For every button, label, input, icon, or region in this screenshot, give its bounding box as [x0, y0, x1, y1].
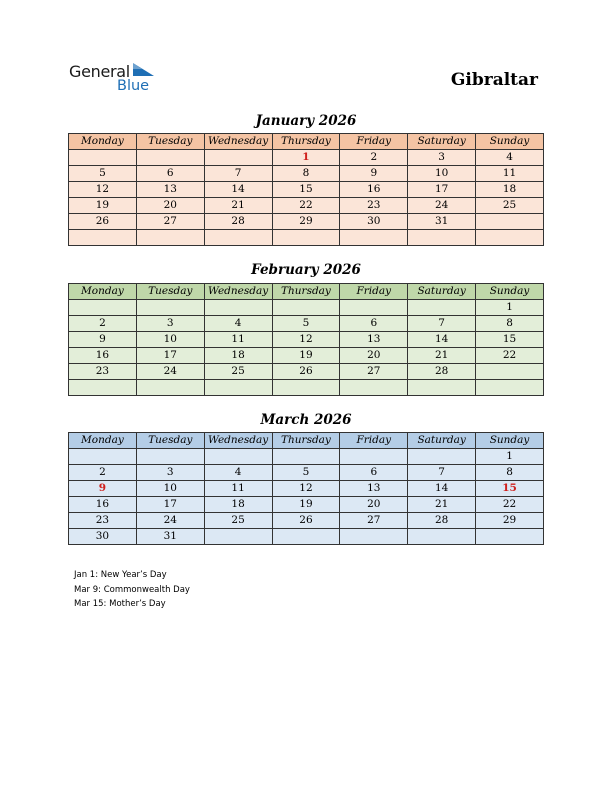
week-row	[69, 465, 544, 481]
day-cell: 4	[204, 316, 272, 332]
day-cell: 12	[272, 481, 340, 497]
week-row	[69, 529, 544, 545]
day-cell: 3	[136, 465, 204, 481]
weekday-header-thursday: Thursday	[272, 134, 340, 150]
empty-day-cell	[476, 529, 544, 545]
day-cell: 19	[272, 497, 340, 513]
country-title: Gibraltar	[450, 70, 538, 90]
empty-day-cell	[476, 214, 544, 230]
empty-day-cell	[408, 449, 476, 465]
weekday-header-thursday: Thursday	[272, 284, 340, 300]
day-cell: 28	[408, 513, 476, 529]
day-cell: 6	[340, 465, 408, 481]
calendar-body	[69, 150, 544, 246]
day-cell: 12	[272, 332, 340, 348]
weekday-header-monday: Monday	[69, 433, 137, 449]
weekday-header-tuesday: Tuesday	[136, 134, 204, 150]
day-cell: 25	[476, 198, 544, 214]
day-cell: 27	[340, 364, 408, 380]
day-cell: 23	[69, 364, 137, 380]
weekday-header-wednesday: Wednesday	[204, 284, 272, 300]
day-cell: 11	[204, 332, 272, 348]
day-cell: 6	[340, 316, 408, 332]
calendar-body	[69, 449, 544, 545]
empty-day-cell	[476, 380, 544, 396]
weekday-header-tuesday: Tuesday	[136, 433, 204, 449]
empty-day-cell	[340, 380, 408, 396]
day-cell: 8	[476, 465, 544, 481]
day-cell: 1	[476, 449, 544, 465]
day-cell: 31	[136, 529, 204, 545]
day-cell: 26	[69, 214, 137, 230]
week-row	[69, 230, 544, 246]
day-cell: 29	[272, 214, 340, 230]
weekday-header-thursday: Thursday	[272, 433, 340, 449]
empty-day-cell	[69, 449, 137, 465]
day-cell: 5	[272, 465, 340, 481]
day-cell: 18	[204, 348, 272, 364]
day-cell: 5	[272, 316, 340, 332]
empty-day-cell	[408, 380, 476, 396]
weekday-header-saturday: Saturday	[408, 134, 476, 150]
day-cell: 4	[204, 465, 272, 481]
day-cell: 26	[272, 364, 340, 380]
day-cell: 7	[408, 316, 476, 332]
week-row	[69, 497, 544, 513]
day-cell: 15	[272, 182, 340, 198]
day-cell: 13	[340, 332, 408, 348]
empty-day-cell	[204, 380, 272, 396]
weekday-header-monday: Monday	[69, 284, 137, 300]
day-cell: 10	[136, 332, 204, 348]
day-cell: 21	[408, 348, 476, 364]
day-cell: 13	[136, 182, 204, 198]
month-title-march: March 2026	[260, 412, 352, 428]
empty-day-cell	[69, 380, 137, 396]
day-cell: 15	[476, 481, 544, 497]
day-cell: 7	[408, 465, 476, 481]
day-cell: 13	[340, 481, 408, 497]
week-row	[69, 364, 544, 380]
day-cell: 31	[408, 214, 476, 230]
empty-day-cell	[340, 449, 408, 465]
weekday-header-saturday: Saturday	[408, 284, 476, 300]
day-cell: 20	[340, 497, 408, 513]
weekday-header-friday: Friday	[340, 134, 408, 150]
empty-day-cell	[204, 449, 272, 465]
empty-day-cell	[408, 300, 476, 316]
day-cell: 2	[69, 465, 137, 481]
day-cell: 18	[476, 182, 544, 198]
day-cell: 14	[204, 182, 272, 198]
week-row	[69, 380, 544, 396]
empty-day-cell	[204, 300, 272, 316]
week-row	[69, 214, 544, 230]
empty-day-cell	[272, 300, 340, 316]
weekday-header-row	[69, 284, 544, 300]
holiday-note: Mar 15: Mother’s Day	[74, 599, 166, 609]
day-cell: 21	[204, 198, 272, 214]
holiday-notes	[74, 568, 190, 612]
day-cell: 2	[69, 316, 137, 332]
logo-text-blue: Blue	[117, 78, 150, 94]
empty-day-cell	[476, 364, 544, 380]
day-cell: 27	[340, 513, 408, 529]
day-cell: 12	[69, 182, 137, 198]
weekday-header-saturday: Saturday	[408, 433, 476, 449]
empty-day-cell	[204, 529, 272, 545]
weekday-header-sunday: Sunday	[476, 433, 544, 449]
day-cell: 29	[476, 513, 544, 529]
empty-day-cell	[204, 230, 272, 246]
day-cell: 1	[272, 150, 340, 166]
empty-day-cell	[272, 380, 340, 396]
day-cell: 1	[476, 300, 544, 316]
day-cell: 5	[69, 166, 137, 182]
weekday-header-sunday: Sunday	[476, 134, 544, 150]
day-cell: 20	[340, 348, 408, 364]
weekday-header-tuesday: Tuesday	[136, 284, 204, 300]
day-cell: 19	[272, 348, 340, 364]
holiday-note: Jan 1: New Year’s Day	[74, 570, 167, 580]
week-row	[69, 348, 544, 364]
empty-day-cell	[272, 529, 340, 545]
day-cell: 10	[136, 481, 204, 497]
general-blue-logo	[69, 60, 164, 96]
day-cell: 22	[272, 198, 340, 214]
day-cell: 17	[136, 348, 204, 364]
weekday-header-row	[69, 433, 544, 449]
day-cell: 23	[340, 198, 408, 214]
week-row	[69, 513, 544, 529]
day-cell: 30	[340, 214, 408, 230]
empty-day-cell	[340, 529, 408, 545]
empty-day-cell	[69, 230, 137, 246]
day-cell: 8	[476, 316, 544, 332]
weekday-header-wednesday: Wednesday	[204, 433, 272, 449]
weekday-header-friday: Friday	[340, 433, 408, 449]
empty-day-cell	[204, 150, 272, 166]
day-cell: 19	[69, 198, 137, 214]
day-cell: 2	[340, 150, 408, 166]
day-cell: 9	[340, 166, 408, 182]
logo-triangle-icon	[133, 63, 155, 77]
empty-day-cell	[136, 150, 204, 166]
day-cell: 25	[204, 513, 272, 529]
day-cell: 9	[69, 332, 137, 348]
day-cell: 30	[69, 529, 137, 545]
week-row	[69, 182, 544, 198]
empty-day-cell	[69, 150, 137, 166]
calendar-march	[68, 432, 544, 545]
calendar-february	[68, 283, 544, 396]
day-cell: 16	[69, 497, 137, 513]
day-cell: 4	[476, 150, 544, 166]
day-cell: 24	[136, 513, 204, 529]
day-cell: 26	[272, 513, 340, 529]
day-cell: 27	[136, 214, 204, 230]
day-cell: 16	[340, 182, 408, 198]
day-cell: 11	[476, 166, 544, 182]
week-row	[69, 300, 544, 316]
empty-day-cell	[408, 230, 476, 246]
holiday-note: Mar 9: Commonwealth Day	[74, 584, 190, 595]
empty-day-cell	[272, 230, 340, 246]
week-row	[69, 332, 544, 348]
empty-day-cell	[408, 529, 476, 545]
day-cell: 10	[408, 166, 476, 182]
day-cell: 17	[408, 182, 476, 198]
week-row	[69, 316, 544, 332]
month-title-january: January 2026	[255, 113, 357, 129]
day-cell: 17	[136, 497, 204, 513]
day-cell: 24	[408, 198, 476, 214]
day-cell: 22	[476, 497, 544, 513]
empty-day-cell	[340, 300, 408, 316]
empty-day-cell	[136, 449, 204, 465]
calendar-body	[69, 300, 544, 396]
calendar-january	[68, 133, 544, 246]
empty-day-cell	[272, 449, 340, 465]
day-cell: 23	[69, 513, 137, 529]
weekday-header-wednesday: Wednesday	[204, 134, 272, 150]
day-cell: 18	[204, 497, 272, 513]
day-cell: 14	[408, 481, 476, 497]
day-cell: 20	[136, 198, 204, 214]
day-cell: 15	[476, 332, 544, 348]
day-cell: 3	[136, 316, 204, 332]
day-cell: 28	[204, 214, 272, 230]
empty-day-cell	[69, 300, 137, 316]
weekday-header-row	[69, 134, 544, 150]
day-cell: 6	[136, 166, 204, 182]
week-row	[69, 449, 544, 465]
weekday-header-monday: Monday	[69, 134, 137, 150]
day-cell: 28	[408, 364, 476, 380]
empty-day-cell	[136, 380, 204, 396]
day-cell: 11	[204, 481, 272, 497]
day-cell: 22	[476, 348, 544, 364]
day-cell: 16	[69, 348, 137, 364]
day-cell: 21	[408, 497, 476, 513]
empty-day-cell	[476, 230, 544, 246]
week-row	[69, 166, 544, 182]
week-row	[69, 150, 544, 166]
empty-day-cell	[340, 230, 408, 246]
empty-day-cell	[136, 230, 204, 246]
weekday-header-friday: Friday	[340, 284, 408, 300]
day-cell: 14	[408, 332, 476, 348]
day-cell: 7	[204, 166, 272, 182]
day-cell: 3	[408, 150, 476, 166]
day-cell: 24	[136, 364, 204, 380]
month-title-february: February 2026	[251, 262, 361, 278]
empty-day-cell	[136, 300, 204, 316]
day-cell: 25	[204, 364, 272, 380]
logo-text-general: General	[69, 62, 130, 81]
week-row	[69, 198, 544, 214]
week-row	[69, 481, 544, 497]
day-cell: 9	[69, 481, 137, 497]
weekday-header-sunday: Sunday	[476, 284, 544, 300]
day-cell: 8	[272, 166, 340, 182]
